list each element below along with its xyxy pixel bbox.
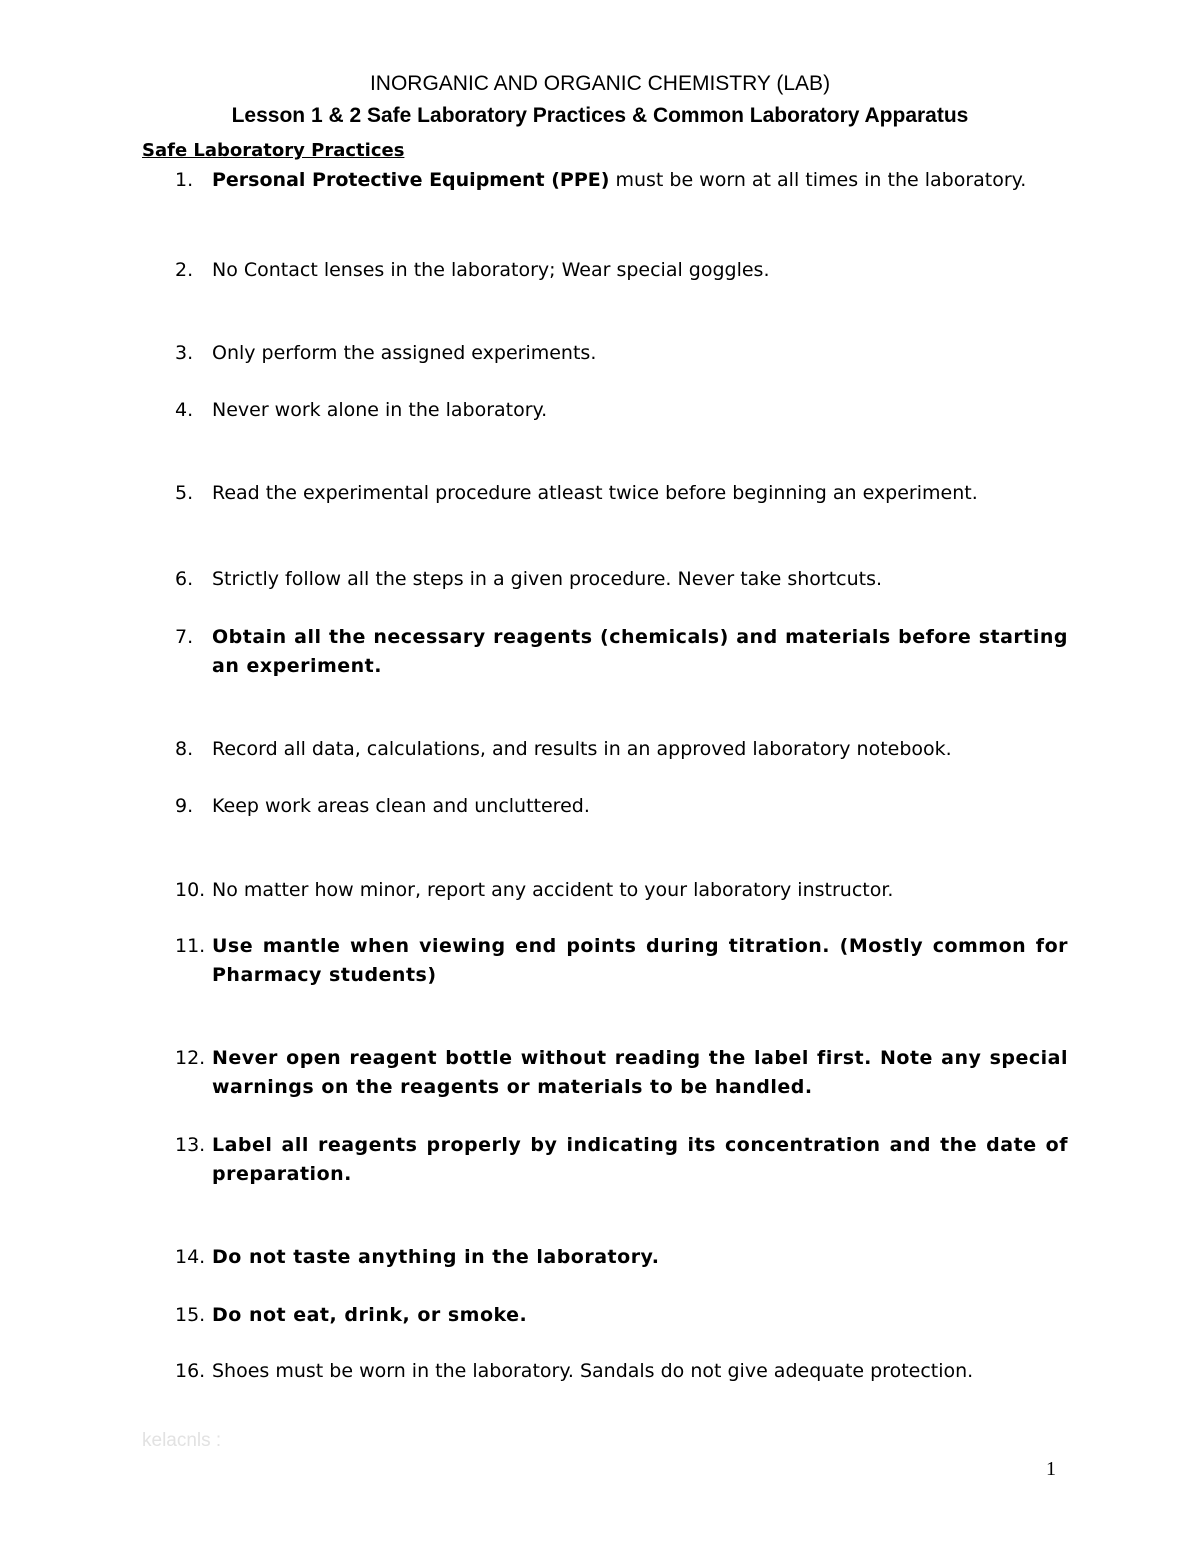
list-item-text: Keep work areas clean and uncluttered.: [212, 795, 590, 817]
list-item: [175, 876, 1068, 905]
list-item-number: 7.: [175, 626, 194, 648]
list-item-text: Label all reagents properly by indicating its concentration and the date of preparation.: [212, 1134, 1068, 1185]
list-item-text: Obtain all the necessary reagents (chemicals) and materials before starting an experiment.: [212, 626, 1068, 677]
list-item-text: Shoes must be worn in the laboratory. Sandals do not give adequate protection.: [212, 1360, 974, 1382]
list-item-number: 9.: [175, 795, 194, 817]
list-item: [175, 166, 1068, 195]
list-item: [175, 1044, 1068, 1102]
list-item-number: 15.: [175, 1304, 206, 1326]
list-item: [175, 256, 1068, 285]
list-item: [175, 932, 1068, 990]
list-item: [175, 735, 1068, 764]
list-item-text: No matter how minor, report any accident to your laboratory instructor.: [212, 879, 894, 901]
list-item-text: No Contact lenses in the laboratory; Wear special goggles.: [212, 259, 770, 281]
list-item: [175, 396, 1068, 425]
list-item-number: 12.: [175, 1047, 206, 1069]
page-number: 1: [1046, 1458, 1056, 1480]
list-item-text: Never work alone in the laboratory.: [212, 399, 548, 421]
list-item-number: 2.: [175, 259, 194, 281]
list-item: [175, 565, 1068, 594]
list-item-number: 3.: [175, 342, 194, 364]
list-item: [175, 479, 1068, 508]
list-item-text: Do not eat, drink, or smoke.: [212, 1304, 528, 1326]
list-item-text: [212, 166, 1068, 195]
list-item: [175, 1301, 1068, 1330]
list-item-number: 8.: [175, 738, 194, 760]
list-item-rest: must be worn at all times in the laboratory.: [609, 169, 1027, 191]
list-item-number: 1.: [175, 169, 194, 191]
list-item-text: Read the experimental procedure atleast twice before beginning an experiment.: [212, 482, 978, 504]
section-heading: Safe Laboratory Practices: [142, 140, 405, 161]
list-item: [175, 792, 1068, 821]
document-subtitle: Lesson 1 & 2 Safe Laboratory Practices & Common Laboratory Apparatus: [231, 104, 969, 127]
list-item-number: 10.: [175, 879, 206, 901]
list-item-number: 13.: [175, 1134, 206, 1156]
list-item-text: Never open reagent bottle without reading the label first. Note any special warnings on the reagents or materials to be handled.: [212, 1047, 1068, 1098]
list-item-text: Strictly follow all the steps in a given procedure. Never take shortcuts.: [212, 568, 883, 590]
list-item-text: Do not taste anything in the laboratory.: [212, 1246, 660, 1268]
list-item: [175, 1243, 1068, 1272]
list-item: [175, 1357, 1068, 1386]
list-item-number: 6.: [175, 568, 194, 590]
list-item-number: 16.: [175, 1360, 206, 1382]
list-item-number: 5.: [175, 482, 194, 504]
document-title: INORGANIC AND ORGANIC CHEMISTRY (LAB): [369, 72, 831, 95]
list-item: [175, 623, 1068, 681]
list-item: [175, 1131, 1068, 1189]
list-item-bold-lead: Personal Protective Equipment (PPE): [212, 169, 610, 191]
list-item-number: 4.: [175, 399, 194, 421]
list-item-text: Record all data, calculations, and results in an approved laboratory notebook.: [212, 738, 952, 760]
list-item-text: Only perform the assigned experiments.: [212, 342, 597, 364]
list-item: [175, 339, 1068, 368]
list-item-number: 14.: [175, 1246, 206, 1268]
watermark: kelacnls :: [142, 1430, 222, 1451]
list-item-number: 11.: [175, 935, 206, 957]
list-item-text: Use mantle when viewing end points during titration. (Mostly common for Pharmacy students): [212, 935, 1068, 986]
